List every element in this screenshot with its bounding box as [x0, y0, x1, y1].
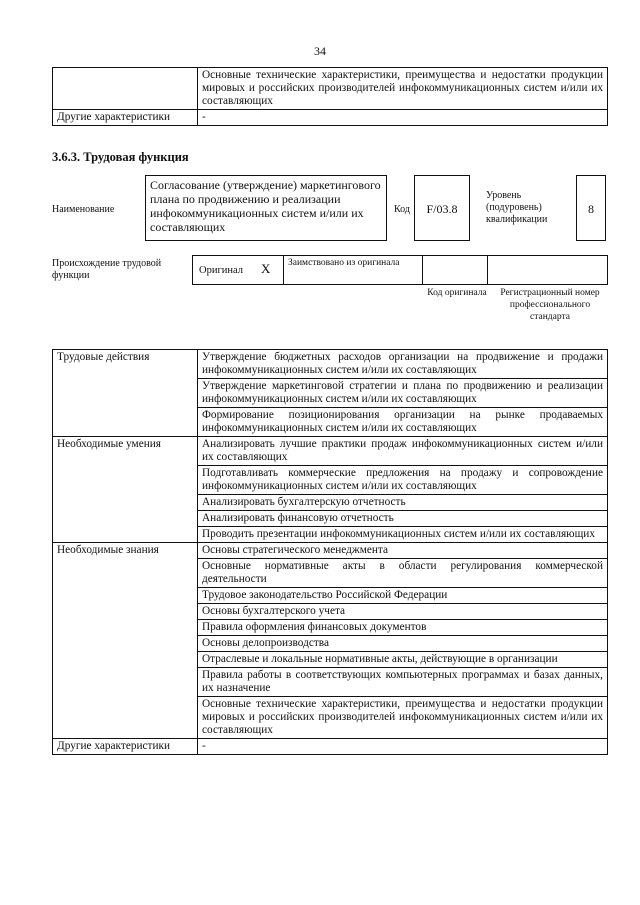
table-cell: Основы бухгалтерского учета — [198, 604, 608, 620]
origin-label: Происхождение трудовой функции — [52, 258, 162, 281]
table-row — [53, 350, 608, 379]
code-caption: Код оригинала — [427, 288, 487, 298]
table-row — [53, 543, 608, 559]
group-label: Другие характеристики — [53, 739, 198, 755]
table-cell: Основы делопроизводства — [198, 636, 608, 652]
section-title: 3.6.3. Трудовая функция — [52, 150, 189, 164]
table-cell: - — [198, 739, 608, 755]
function-code-box: F/03.8 — [414, 175, 470, 241]
group-label: Необходимые умения — [53, 437, 198, 543]
table-cell: Формирование позиционирования организации на рынке продаваемых инфокоммуникационных систем и/или их составляющих — [198, 408, 608, 437]
level-value-box: 8 — [576, 175, 606, 241]
level-label: Уровень (подуровень) квалификации — [486, 190, 548, 225]
table-cell: Правила работы в соответствующих компьютерных программах и базах данных, их назначение — [198, 668, 608, 697]
code-label: Код — [394, 204, 410, 215]
row-label: Другие характеристики — [53, 110, 198, 126]
continuation-table — [52, 67, 608, 126]
table-cell: Утверждение бюджетных расходов организации на продвижение и продажи инфокоммуникационных систем и/или их составляющих — [198, 350, 608, 379]
name-label: Наименование — [52, 204, 115, 215]
main-table — [52, 349, 608, 755]
table-cell: Трудовое законодательство Российской Федерации — [198, 588, 608, 604]
group-label: Трудовые действия — [53, 350, 198, 437]
reg-caption: Регистрационный номер профессионального стандарта — [500, 288, 600, 322]
row-value: - — [198, 110, 608, 126]
table-row — [53, 110, 608, 126]
table-cell: Подготавливать коммерческие предложения на продажу и сопровождение инфокоммуникационных систем и/или их составляющих — [198, 466, 608, 495]
table-cell: Анализировать лучшие практики продаж инфокоммуникационных систем и/или их составляющих — [198, 437, 608, 466]
borrowed-label: Заимствовано из оригинала — [288, 258, 400, 268]
original-cell — [192, 255, 284, 285]
table-cell: Основы стратегического менеджмента — [198, 543, 608, 559]
function-name-box: Согласование (утверждение) маркетингового плана по продвижению и реализации инфокоммуникационных систем и/или их составляющих — [145, 175, 387, 241]
page-number: 34 — [314, 44, 326, 58]
row-value: Основные технические характеристики, преимущества и недостатки продукции мировых и российских производителей инфокоммуникационных систем и/или их составляющих — [198, 68, 608, 110]
origin-table — [192, 255, 608, 285]
table-cell: Проводить презентации инфокоммуникационных систем и/или их составляющих — [198, 527, 608, 543]
table-row — [53, 739, 608, 755]
original-code-cell — [422, 255, 488, 285]
table-cell: Утверждение маркетинговой стратегии и плана по продвижению и реализации инфокоммуникационных систем и/или их составляющих — [198, 379, 608, 408]
row-label — [53, 68, 198, 110]
table-row — [53, 68, 608, 110]
table-cell: Отраслевые и локальные нормативные акты, действующие в организации — [198, 652, 608, 668]
table-cell: Основные нормативные акты в области регулирования коммерческой деятельности — [198, 559, 608, 588]
table-cell: Анализировать финансовую отчетность — [198, 511, 608, 527]
table-cell: Правила оформления финансовых документов — [198, 620, 608, 636]
table-cell: Анализировать бухгалтерскую отчетность — [198, 495, 608, 511]
table-cell: Основные технические характеристики, преимущества и недостатки продукции мировых и российских производителей инфокоммуникационных систем и/или их составляющих — [198, 697, 608, 739]
original-label: Оригинал — [199, 265, 243, 276]
table-row — [53, 437, 608, 466]
original-mark: X — [261, 261, 271, 276]
borrowed-cell — [283, 255, 423, 285]
group-label: Необходимые знания — [53, 543, 198, 739]
reg-number-cell — [487, 255, 608, 285]
